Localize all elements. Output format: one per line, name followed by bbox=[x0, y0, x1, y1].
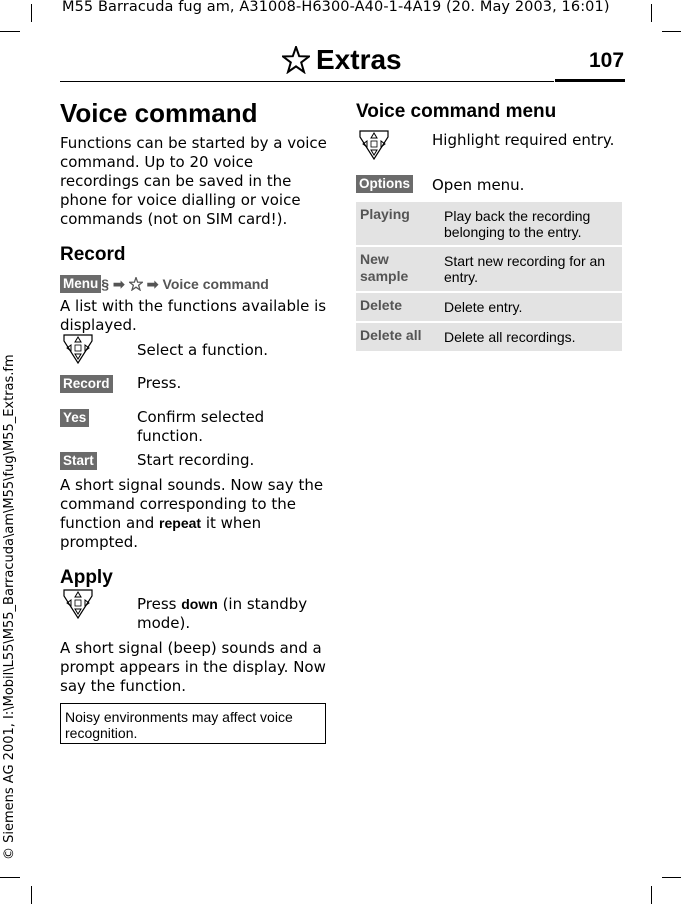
apply-text-b: (in standby mode). bbox=[137, 595, 308, 632]
signal-text-a: A short signal sounds. Now say the command corresponding to the function and bbox=[60, 476, 324, 532]
signal-text-b: it when prompted. bbox=[60, 514, 262, 551]
crop-mark bbox=[651, 886, 652, 904]
side-footer: © Siemens AG 2001, I:\Mobil\L55\M55_Barracuda\am\M55\fug\M55_Extras.fm bbox=[2, 354, 17, 860]
menu-row-new-sample bbox=[356, 247, 622, 291]
page-title: Voice command bbox=[60, 98, 258, 128]
crop-mark bbox=[31, 4, 32, 22]
menu-row-desc: Delete all recordings. bbox=[444, 329, 576, 345]
list-text: A list with the functions available is displayed. bbox=[60, 297, 327, 334]
star-icon bbox=[282, 46, 310, 74]
menu-row-label: Delete all bbox=[360, 327, 422, 343]
crop-mark bbox=[662, 877, 681, 878]
intro-text: Functions can be started by a voice command. Up to 20 voice recordings can be saved in the phone for voice dialling or voice commands (not on SIM card!). bbox=[60, 134, 327, 228]
path-item: Voice command bbox=[162, 276, 269, 292]
menu-row-delete bbox=[356, 293, 622, 321]
apply-heading: Apply bbox=[60, 567, 113, 588]
yes-key: Yes bbox=[60, 409, 89, 427]
step-press-text: Press. bbox=[137, 374, 182, 392]
navigation-key-icon bbox=[356, 129, 392, 161]
chapter-title bbox=[282, 44, 402, 76]
crop-mark bbox=[31, 886, 32, 904]
page-number: 107 bbox=[589, 49, 625, 72]
header-rule bbox=[60, 81, 554, 82]
crop-mark bbox=[0, 877, 20, 878]
step-confirm-text: Confirm selected function. bbox=[137, 408, 265, 445]
menu-row-desc: Play back the recording belonging to the entry. bbox=[444, 208, 591, 240]
crop-mark bbox=[651, 4, 652, 22]
record-heading: Record bbox=[60, 244, 126, 265]
crop-mark bbox=[0, 31, 20, 32]
menu-row-label: Playing bbox=[360, 206, 410, 222]
highlight-text: Highlight required entry. bbox=[432, 131, 615, 149]
repeat-word: repeat bbox=[159, 515, 202, 531]
apply-text-a: Press bbox=[137, 595, 182, 613]
navigation-key-icon bbox=[60, 588, 96, 620]
menu-row-desc: Start new recording for an entry. bbox=[444, 253, 606, 285]
menu-row-playing bbox=[356, 202, 622, 245]
menu-row-label: New sample bbox=[360, 251, 409, 284]
menu-row-label: Delete bbox=[360, 297, 403, 313]
open-menu-text: Open menu. bbox=[432, 176, 525, 194]
menu-key: Menu bbox=[60, 275, 101, 293]
apply-text bbox=[137, 595, 317, 633]
menu-suffix: § bbox=[101, 276, 110, 292]
arrow-icon: ➡ bbox=[113, 275, 125, 292]
crop-mark bbox=[662, 31, 681, 32]
star-icon bbox=[129, 277, 143, 291]
menu-heading: Voice command menu bbox=[356, 101, 557, 122]
beep-text: A short signal (beep) sounds and a prompt appears in the display. Now say the function. bbox=[60, 639, 326, 695]
running-header: M55 Barracuda fug am, A31008-H6300-A40-1-4A19 (20. May 2003, 16:01) bbox=[62, 0, 610, 15]
step-start-text: Start recording. bbox=[137, 451, 255, 469]
options-key: Options bbox=[356, 175, 413, 193]
arrow-icon: ➡ bbox=[146, 275, 159, 292]
header-rule-thick bbox=[555, 79, 625, 82]
menu-row-desc: Delete entry. bbox=[444, 299, 523, 315]
chapter-title-text: Extras bbox=[316, 44, 402, 75]
down-word: down bbox=[181, 596, 218, 612]
menu-row-delete-all bbox=[356, 323, 622, 351]
signal-text bbox=[60, 476, 328, 552]
start-key: Start bbox=[60, 452, 97, 470]
menu-path bbox=[60, 275, 269, 293]
record-key: Record bbox=[60, 375, 113, 393]
step-select-text: Select a function. bbox=[137, 341, 269, 359]
note-box: Noisy environments may affect voice recognition. bbox=[60, 703, 326, 744]
navigation-key-icon bbox=[60, 333, 96, 365]
